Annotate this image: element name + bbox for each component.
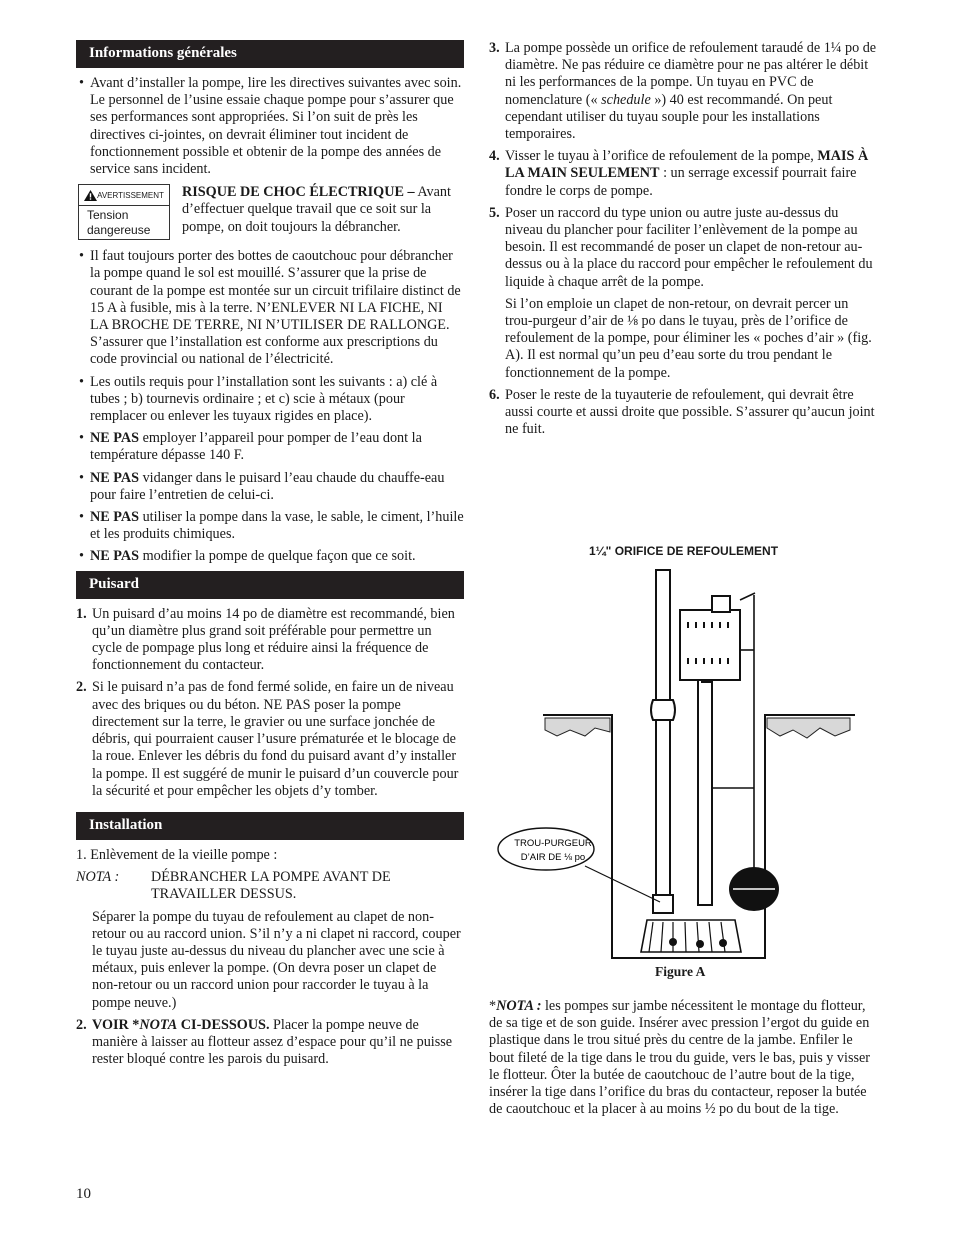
page-number: 10 <box>76 1186 91 1202</box>
figure-a-illustration <box>495 560 885 960</box>
install-item-2: 2. VOIR *NOTA CI-DESSOUS. Placer la pompe neuve de manière à laisser au flotteur assez d’espace pour qu’il ne puisse rester bloqué contre les parois du puisard. <box>76 1016 453 1068</box>
figure-callout-line-1: TROU-PURGEUR <box>514 838 592 849</box>
nota-text: DÉBRANCHER LA POMPE AVANT DE TRAVAILLER DESSUS. <box>151 869 391 903</box>
warning-triangle-icon <box>84 190 97 201</box>
bullet-nepas-3: • NE PAS utiliser la pompe dans la vase, le sable, le ciment, l’huile et les produits chimiques. <box>76 509 464 543</box>
puisard-item-2: 2. Si le puisard n’a pas de fond fermé solide, en faire un de niveau avec des briques ou du béton. NE PAS poser la pompe directement sur la terre, le gravier ou une surface jonchée de débris, qui pourraient causer l’usure prématurée et le blocage de la roue. Enlever les débris du fond du puisard avant d’y installer la pompe. Il est suggéré de munir le puisard d’un couvercle pour la sécurité et pour empêcher les objets d’y tomber. <box>76 679 459 799</box>
section-header-installation: Installation <box>76 812 464 840</box>
bullet-nepas-1: • NE PAS employer l’appareil pour pomper de l’eau dont la température dépasse 140 F. <box>76 430 464 464</box>
install-item-4: 4. Visser le tuyau à l’orifice de refoulement de la pompe, MAIS À LA MAIN SEULEMENT : un serrage excessif pourrait faire fondre le corps de pompe. <box>489 148 869 199</box>
warning-block <box>78 184 464 240</box>
install-item-5: 5. Poser un raccord du type union ou autre juste au-dessus du niveau du plancher pour faciliter l’enlèvement de la pompe au besoin. Il est recommandé de poser un clapet de non-retour au-dessus ou à la place du raccord pour empêcher le refoulement du liquide à chaque arrêt de la pompe. <box>489 204 873 290</box>
section-header-puisard: Puisard <box>76 571 464 599</box>
warning-label-box <box>78 184 170 240</box>
warning-sublabel: Tension dangereuse <box>87 208 151 238</box>
bullet-boots: • Il faut toujours porter des bottes de caoutchouc pour débrancher la pompe quand le sol est mouillé. S’assurer que la prise de courant de la pompe est montée sur un circuit trifilaire distinct de 15 A à fusible, mis à la terre. N’ENLEVER NI LA FICHE, NI LA BROCHE DE TERRE, NI N’UTILISER DE RALLONGE. S’assurer que l’installation est conforme aux prescriptions du code provincial ou national de l’électricité. <box>76 248 464 368</box>
warning-heading: RISQUE DE CHOC ÉLECTRIQUE – <box>182 184 415 201</box>
bullet-tools: • Les outils requis pour l’installation sont les suivants : a) clé à tubes ; b) tournevis ordinaire ; et c) scie à métaux (pour remplacer ou enlever les tuyaux rigides en place). <box>76 374 464 426</box>
figure-note: *NOTA : les pompes sur jambe nécessitent le montage du flotteur, de sa tige et de son guide. Insérer avec pression l’ergot du guide en plastique dans le trou situé près du centre de la jambe. Enfiler le bout fileté de la tige dans le trou du guide, vers le bas, puis y visser le flotteur. Ôter la butée de caoutchouc de l’autre bout de la tige, insérer la tige dans l’orifice du bras du contacteur, reposer la butée de caoutchouc et la placer à au moins ½ po du bout de la tige. <box>489 998 871 1118</box>
right-column <box>489 40 879 443</box>
bullet-nepas-2: • NE PAS vidanger dans le puisard l’eau chaude du chauffe-eau pour faire l’entretien de celui-ci. <box>76 470 464 504</box>
puisard-item-1: 1. Un puisard d’au moins 14 po de diamètre est recommandé, bien qu’un diamètre plus grand soit préférable pour permettre un cycle de pompage plus long et réduire ainsi la fréquence de fonctionnement du contacteur. <box>76 605 455 674</box>
warning-text <box>182 184 464 240</box>
nota-label: NOTA : <box>76 869 120 886</box>
warning-body: Avant d’effectuer quelque travail que ce soit sur la pompe, on doit toujours la débrancher. <box>182 184 451 235</box>
install-item-1: 1. Enlèvement de la vieille pompe : <box>76 846 278 863</box>
install-nota <box>76 869 464 903</box>
install-item-6: 6. Poser le reste de la tuyauterie de refoulement, qui devrait être aussi courte et aussi droite que possible. S’assurer qu’aucun joint ne fuit. <box>489 386 875 438</box>
warning-label: AVERTISSEMENT <box>97 190 164 200</box>
bullet-intro: • Avant d’installer la pompe, lire les directives suivantes avec soin. Le personnel de l’usine essaie chaque pompe pour s’assurer que ses performances sont appropriées. Si l’on suit de près les directives ci-jointes, on devrait éliminer tout incident de fonctionnement possible et obtenir de la pompe des années de service sans incident. <box>76 75 464 178</box>
install-paragraph: Séparer la pompe du tuyau de refoulement au clapet de non-retour ou au raccord union. S’il n’y a ni clapet ni raccord, couper le tuyau juste au-dessus du niveau du plancher avec une scie à métaux, puis enlever la pompe. (On devra poser un clapet de non-retour ou un raccord union pour raccorder le tuyau à la pompe neuve.) <box>92 908 461 1011</box>
figure-title: 1¼" ORIFICE DE REFOULEMENT <box>589 544 779 558</box>
bullet-nepas-4: • NE PAS modifier la pompe de quelque façon que ce soit. <box>76 548 464 565</box>
figure-callout-line-2: D’AIR DE ⅛ po <box>520 852 586 863</box>
install-item-5-continued: Si l’on emploie un clapet de non-retour, on devrait percer un trou-purgeur d’air de ⅛ po dans le tuyau, près de l’orifice de refoulement de la pompe, pour éliminer les « poches d’air » (fig. A). Il est normal qu’un peu d’eau sorte du trou pendant le fonctionnement de la pompe. <box>505 295 872 381</box>
left-column <box>76 40 464 1073</box>
figure-caption: Figure A <box>655 964 706 979</box>
section-header-general: Informations générales <box>76 40 464 68</box>
install-item-3: 3. La pompe possède un orifice de refoulement taraudé de 1¼ po de diamètre. Ne pas réduire ce diamètre pour ne pas altérer le débit ni les performances de la pompe. Un tuyau en PVC de nomenclature (« schedule ») 40 est recommandé. On peut cependant utiliser du tuyau souple pour les installations temporaires. <box>489 40 877 143</box>
